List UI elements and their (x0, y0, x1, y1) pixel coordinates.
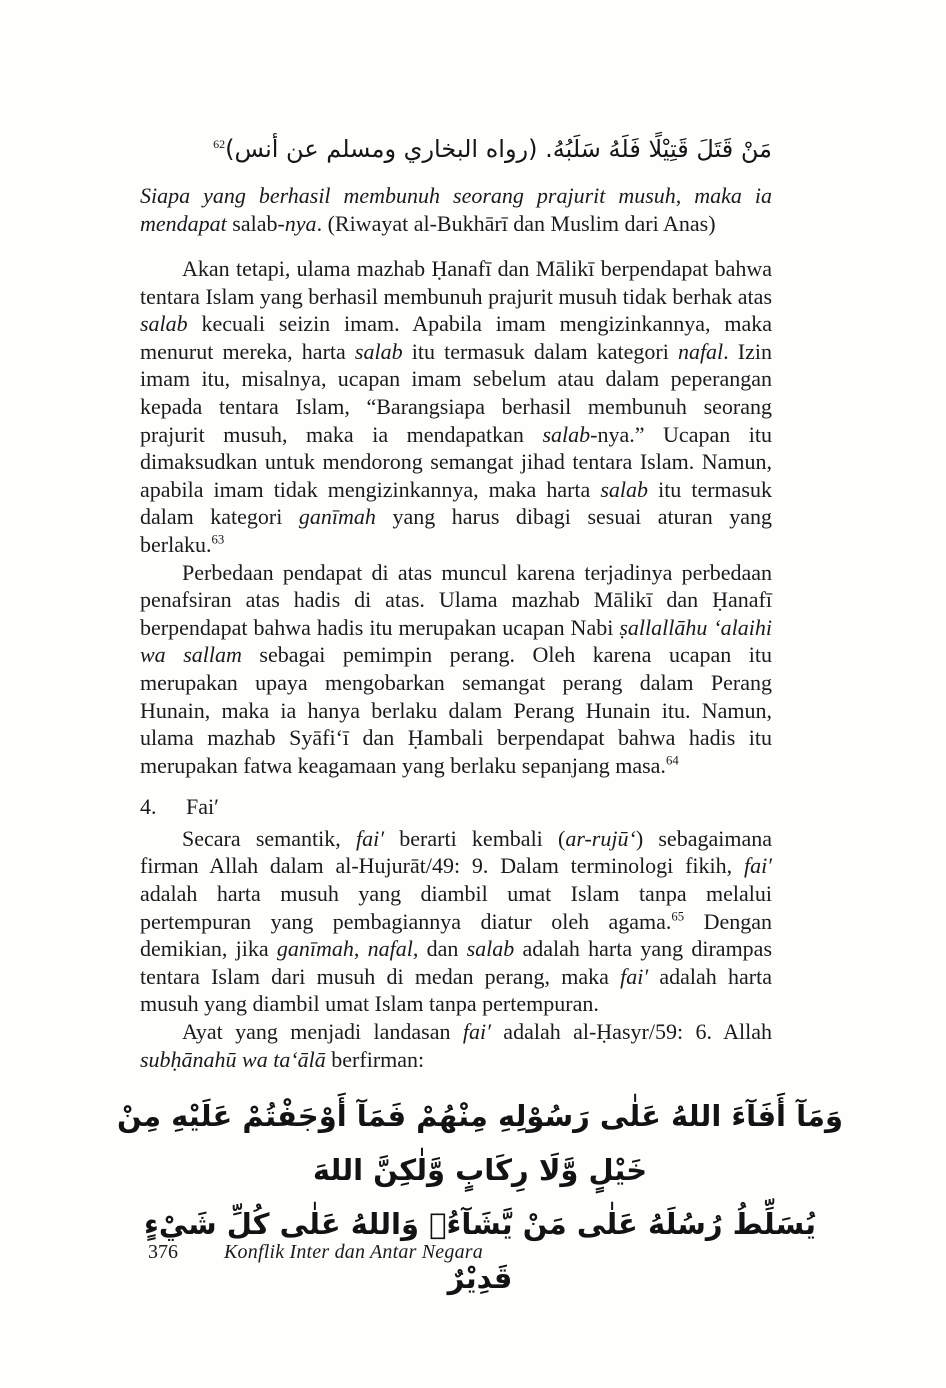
body-paragraph-1: Akan tetapi, ulama mazhab Ḥanafī dan Mālikī berpendapat bahwa tentara Islam yang berhasil membunuh prajurit musuh tidak berhak atas salab kecuali seizin imam. Apabila imam mengizinkannya, maka menurut mereka, harta salab itu termasuk dalam kategori nafal. Izin imam itu, misalnya, ucapan imam sebelum atau dalam peperangan kepada tentara Islam, “Barangsiapa berhasil membunuh seorang prajurit musuh, maka ia mendapatkan salab-nya.” Ucapan itu dimaksudkan untuk mendorong semangat jihad tentara Islam. Namun, apabila imam tidak mengizinkannya, maka harta salab itu termasuk dalam kategori ganīmah yang harus dibagi sesuai aturan yang berlaku.$^{63}$ (140, 256, 773, 557)
page-number: 376 (148, 1241, 178, 1263)
quran-verse (112, 1089, 848, 1305)
text-column (117, 128, 843, 1305)
hadith-arabic-text: مَنْ قَتَلَ قَتِيْلًا فَلَهُ سَلَبُهُ. (رواه البخاري ومسلم عن أنس)$^{62}$ (213, 135, 772, 163)
body-paragraph-4: Ayat yang menjadi landasan fai′ adalah al-Ḥasyr/59: 6. Allah subḥānahū wa ta‘ālā berfirman: (140, 1019, 772, 1072)
hadith-translation: Siapa yang berhasil membunuh seorang prajurit musuh, maka ia mendapat salab-nya. (Riwayat al-Bukhārī dan Muslim dari Anas) (140, 183, 772, 236)
section-number: 4. (140, 794, 157, 820)
section-heading (140, 793, 772, 821)
section-label: Fai′ (186, 794, 219, 820)
body-paragraph-3: Secara semantik, fai′ berarti kembali (ar-rujū‘) sebagaimana firman Allah dalam al-Hujurāt/49: 9. Dalam terminologi fikih, fai′ adalah harta musuh yang diambil umat Islam tanpa melalui pertempuran yang pembagiannya diatur oleh agama.$^{65}$ Dengan demikian, jika ganīmah, nafal, dan salab adalah harta yang dirampas tentara Islam dari musuh di medan perang, maka fai′ adalah harta musuh yang diambil umat Islam tanpa pertempuran. (140, 825, 773, 1017)
quran-verse-line-1: وَمَآ أَفَآءَ اللهُ عَلٰى رَسُوْلِهِ مِنْهُمْ فَمَآ أَوْجَفْتُمْ عَلَيْهِ مِنْ خَيْلٍ وَّلَا رِكَابٍ وَّلٰكِنَّ اللهَ (117, 1099, 843, 1188)
quran-verse-line-2: يُسَلِّطُ رُسُلَهُ عَلٰى مَنْ يَّشَآءُۗ وَاللهُ عَلٰى كُلِّ شَيْءٍ قَدِيْرٌ (144, 1207, 816, 1296)
body-paragraph-2: Perbedaan pendapat di atas muncul karena terjadinya perbedaan penafsiran atas hadis di atas. Ulama mazhab Mālikī dan Ḥanafī berpendapat bahwa hadis itu merupakan ucapan Nabi ṣallallāhu ‘alaihi wa sallam sebagai pemimpin perang. Oleh karena ucapan itu merupakan upaya mengobarkan semangat perang dalam Perang Hunain, maka ia hanya berlaku dalam Perang Hunain itu. Namun, ulama mazhab Syāfi‘ī dan Ḥambali berpendapat bahwa hadis itu merupakan fatwa keagamaan yang berlaku sepanjang masa.$^{64}$ (140, 559, 772, 778)
running-title: Konflik Inter dan Antar Negara (224, 1241, 483, 1263)
page-footer (148, 1241, 483, 1264)
